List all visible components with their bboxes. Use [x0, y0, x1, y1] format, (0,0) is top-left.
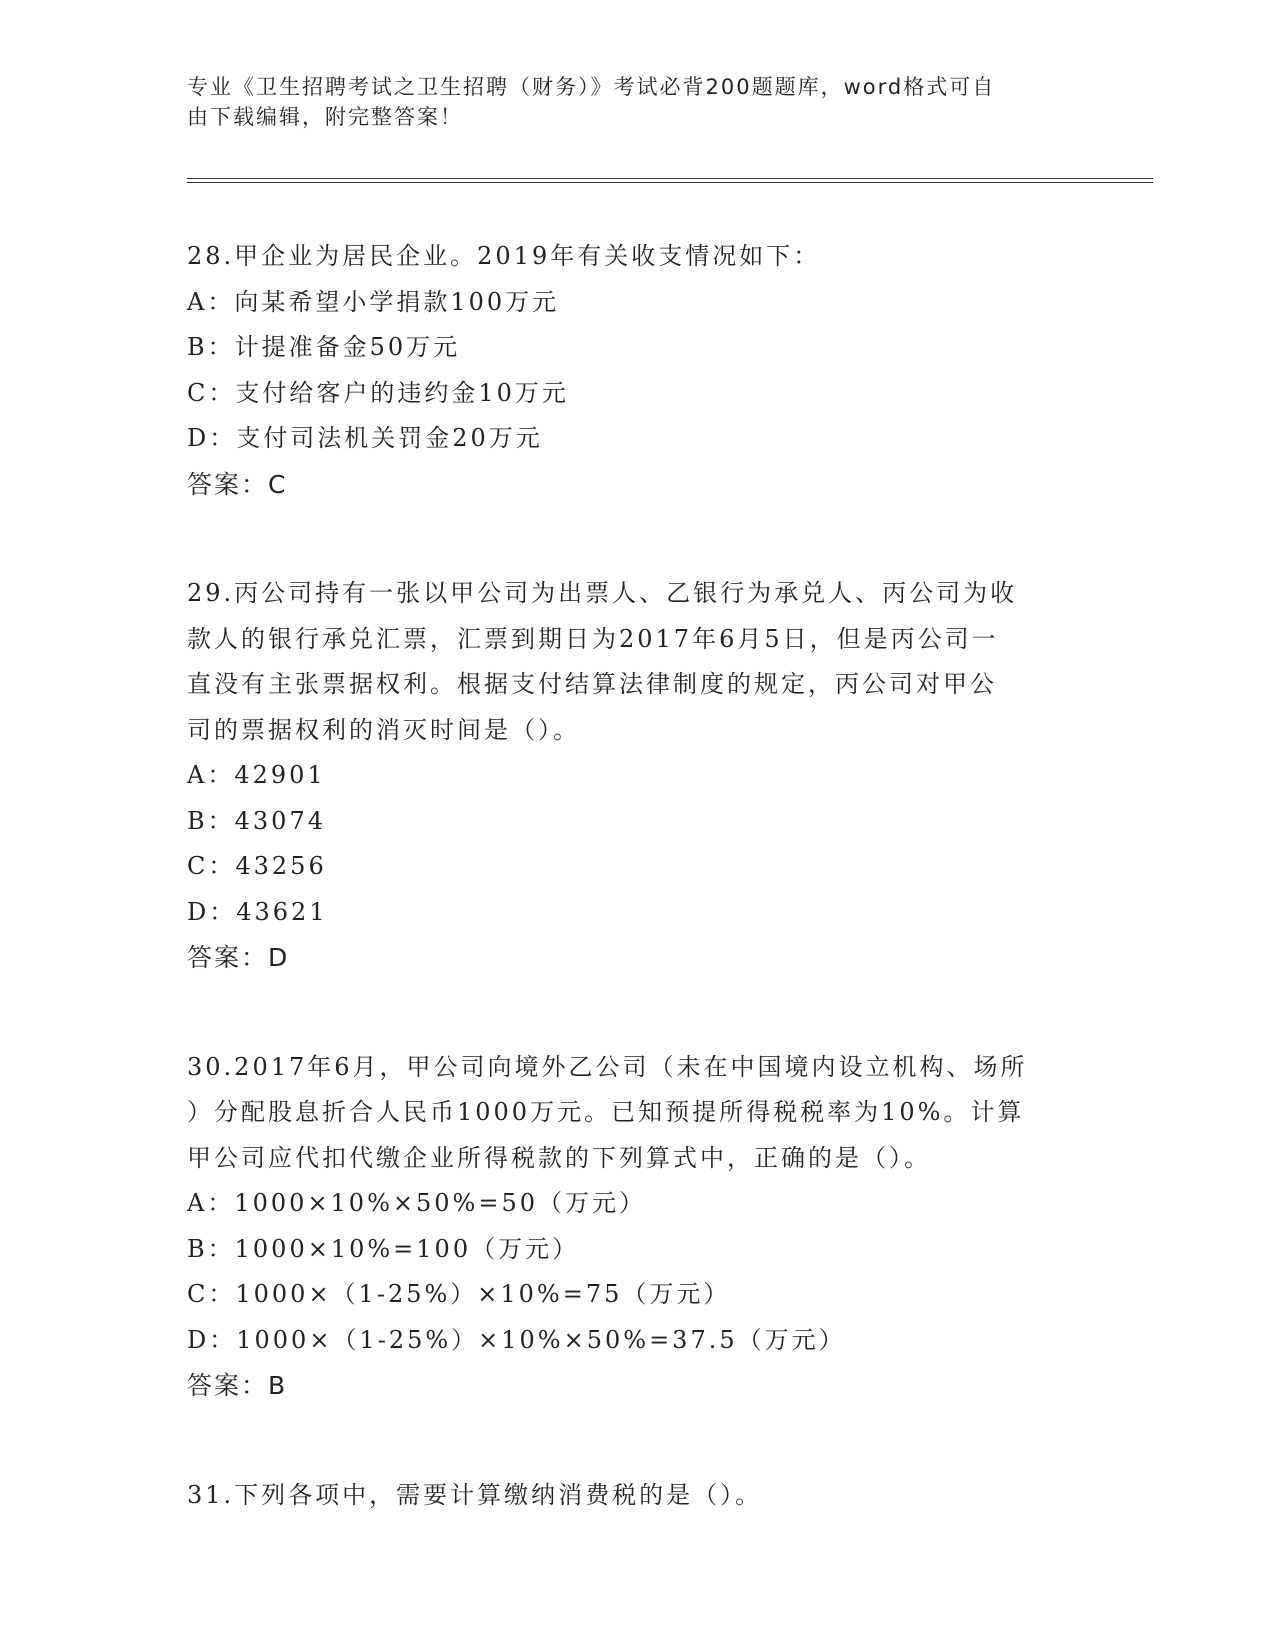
option-text: 1000×（1-25%）×10%=75（万元） — [235, 1280, 731, 1308]
option-separator: ： — [207, 333, 235, 361]
option-d — [187, 890, 1087, 936]
option-b — [187, 1227, 1087, 1273]
option-separator: ： — [208, 1280, 236, 1308]
option-separator: ： — [208, 852, 236, 880]
option-key: A — [187, 287, 208, 316]
question-list — [187, 234, 1087, 1582]
question-28 — [187, 234, 1087, 507]
option-key: C — [187, 1280, 209, 1308]
header-line-2: 由下载编辑，附完整答案！ — [187, 105, 463, 129]
option-c — [187, 844, 1087, 890]
question-stem-line: 30.2017年6月，甲公司向境外乙公司（未在中国境内设立机构、场所 — [187, 1052, 1028, 1081]
option-separator: ： — [209, 424, 237, 452]
option-c — [187, 1272, 1087, 1318]
option-b — [187, 325, 1087, 371]
option-a — [187, 280, 1087, 326]
question-29 — [187, 571, 1087, 981]
option-key: D — [187, 424, 210, 452]
question-stem-line: 款人的银行承兑汇票，汇票到期日为2017年6月5日，但是丙公司一 — [187, 624, 999, 653]
question-stem: 31.下列各项中，需要计算缴纳消费税的是（）。 — [187, 1480, 763, 1509]
answer-line: 答案：B — [187, 1371, 288, 1400]
question-stem-line: 司的票据权利的消灭时间是（）。 — [187, 715, 580, 744]
option-separator: ： — [207, 287, 235, 316]
option-separator: ： — [207, 1234, 235, 1263]
option-text: 43074 — [234, 806, 326, 835]
option-d — [187, 1318, 1087, 1364]
header-line-1: 专业《卫生招聘考试之卫生招聘（财务）》考试必背200题题库，word格式可自 — [187, 75, 996, 99]
header-divider-top — [187, 178, 1153, 179]
option-text: 42901 — [234, 761, 326, 789]
question-stem-line: 甲公司应代扣代缴企业所得税款的下列算式中，正确的是（）。 — [187, 1143, 931, 1172]
question-stem-line: 29.丙公司持有一张以甲公司为出票人、乙银行为承兑人、丙公司为收 — [187, 579, 1018, 607]
question-stem: 28.甲企业为居民企业。2019年有关收支情况如下： — [187, 242, 821, 270]
option-separator: ： — [209, 1325, 237, 1354]
option-key: B — [187, 333, 208, 361]
option-text: 向某希望小学捐款100万元 — [234, 287, 560, 316]
option-b — [187, 799, 1087, 845]
option-text: 43621 — [236, 897, 328, 926]
answer-line: 答案：C — [187, 469, 288, 499]
option-key: A — [187, 1189, 208, 1217]
option-key: C — [187, 852, 209, 880]
question-stem-line: 直没有主张票据权利。根据支付结算法律制度的规定，丙公司对甲公 — [187, 670, 997, 698]
option-separator: ： — [207, 1189, 235, 1217]
option-separator: ： — [208, 378, 236, 407]
question-31 — [187, 1473, 1087, 1519]
option-text: 1000×10%×50%=50（万元） — [234, 1189, 646, 1217]
option-text: 支付给客户的违约金10万元 — [235, 378, 569, 407]
option-key: D — [187, 1325, 210, 1354]
option-separator: ： — [207, 806, 235, 835]
option-text: 支付司法机关罚金20万元 — [236, 424, 543, 452]
option-a — [187, 1181, 1087, 1227]
option-text: 1000×（1-25%）×10%×50%=37.5（万元） — [236, 1325, 846, 1354]
option-a — [187, 753, 1087, 799]
option-separator: ： — [209, 897, 237, 926]
option-d — [187, 416, 1087, 462]
option-separator: ： — [207, 761, 235, 789]
option-key: A — [187, 761, 208, 789]
option-text: 1000×10%=100（万元） — [234, 1234, 580, 1263]
option-key: D — [187, 897, 210, 926]
option-key: B — [187, 1234, 208, 1263]
option-c — [187, 371, 1087, 417]
header-divider-bottom — [187, 182, 1153, 183]
document-header — [187, 72, 1067, 132]
question-stem-line: ）分配股息折合人民币1000万元。已知预提所得税税率为10%。计算 — [187, 1098, 1025, 1126]
option-text: 43256 — [235, 852, 327, 880]
option-key: C — [187, 378, 209, 407]
question-30 — [187, 1045, 1087, 1409]
option-text: 计提准备金50万元 — [234, 333, 461, 361]
option-key: B — [187, 806, 208, 835]
answer-line: 答案：D — [187, 943, 290, 972]
